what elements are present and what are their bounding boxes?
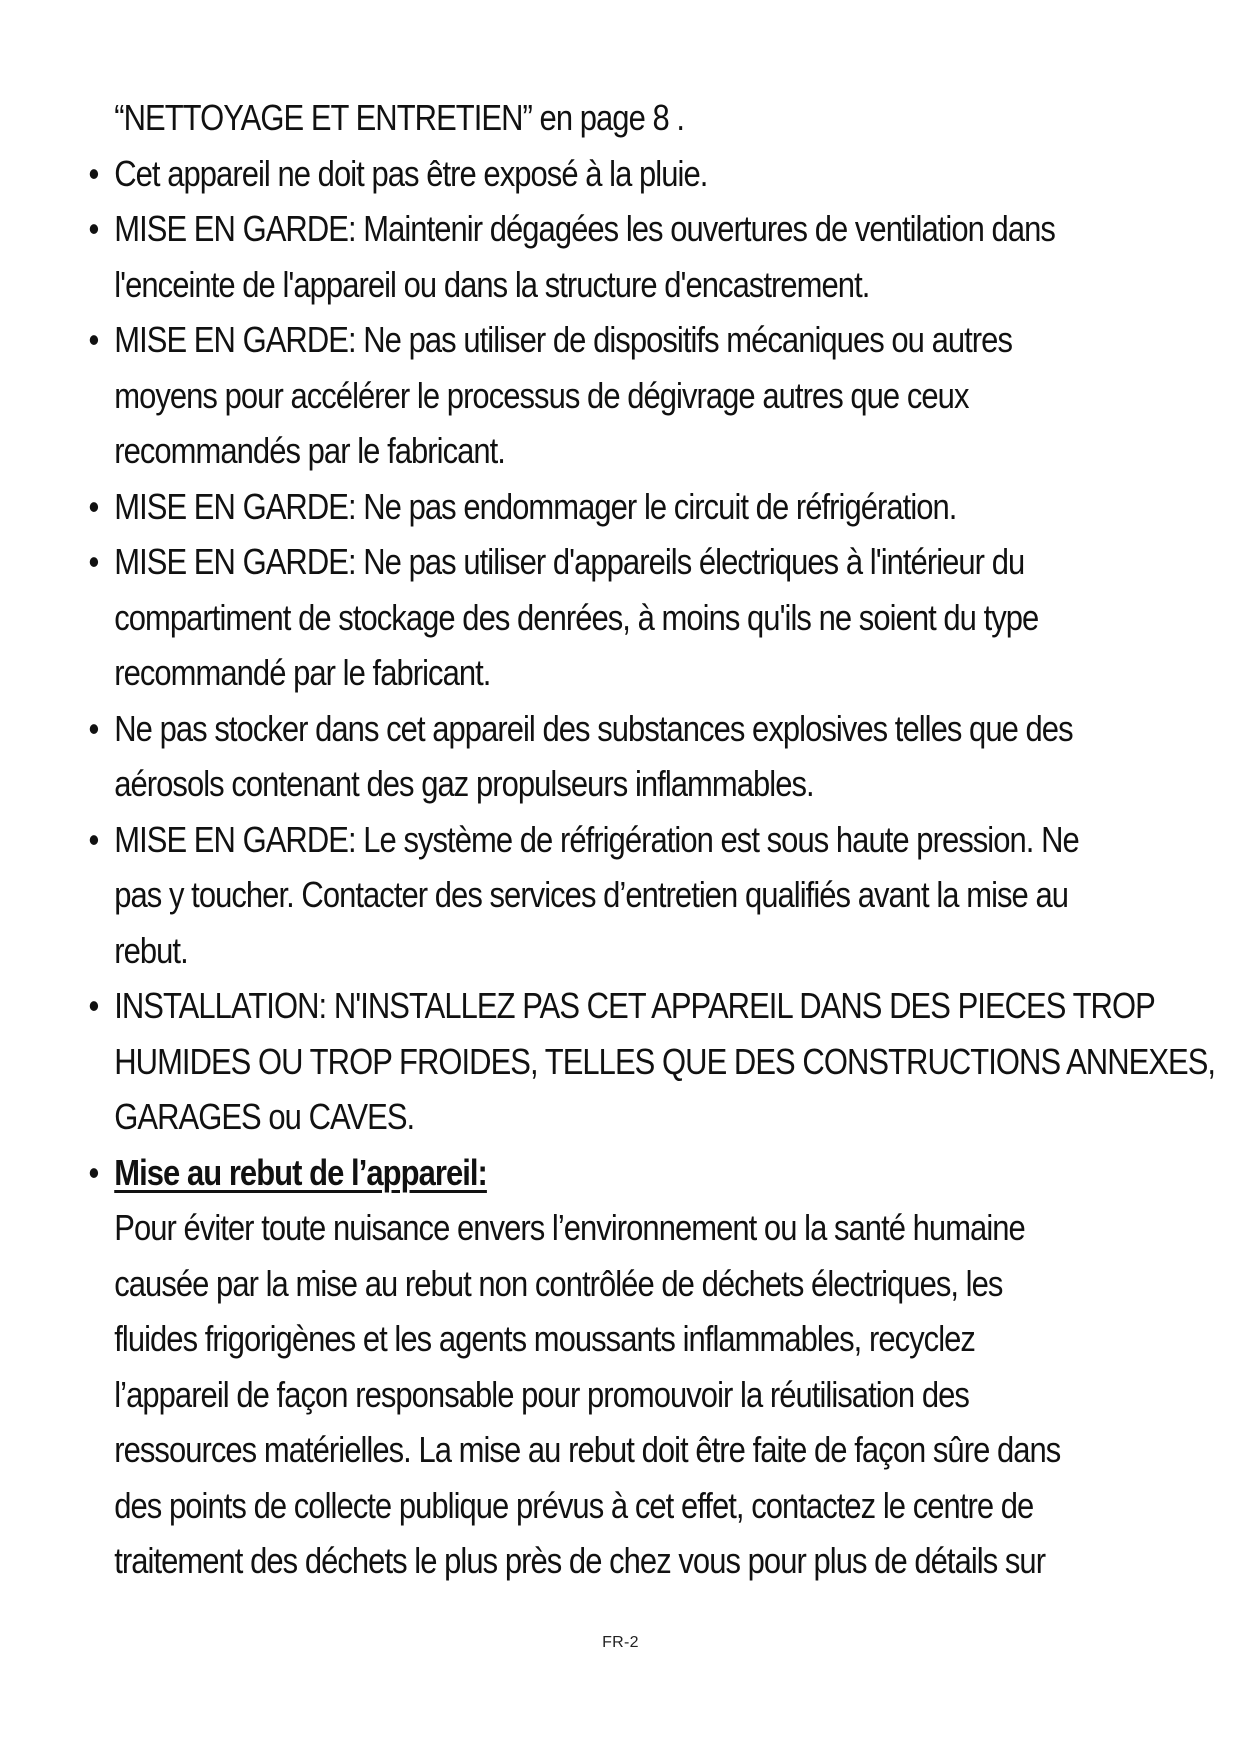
text-line [85,1089,1014,1145]
page-number: FR-2 [602,1634,639,1651]
text-line [85,257,1014,313]
line-text: l’appareil de façon responsable pour promouvoir la réutilisation des [114,1373,969,1415]
text-line [85,1256,1014,1312]
bullet-icon: • [88,541,99,582]
line-text: compartiment de stockage des denrées, à moins qu'ils ne soient du type [114,596,1039,638]
text-line [85,1478,1034,1534]
text-line [85,756,1014,812]
text-line [85,1422,1061,1478]
line-text: MISE EN GARDE: Le système de réfrigération est sous haute pression. Ne [114,818,1079,860]
bullet-item [85,701,1073,757]
text-line [85,1200,1025,1256]
text-line [85,423,1014,479]
line-text: fluides frigorigènes et les agents moussants inflammables, recyclez [114,1318,975,1359]
line-text: recommandé par le fabricant. [114,652,491,693]
line-text: recommandés par le fabricant. [114,430,505,471]
line-text: MISE EN GARDE: Ne pas utiliser de dispositifs mécaniques ou autres [114,319,1012,360]
line-text: traitement des déchets le plus près de chez vous pour plus de détails sur [114,1540,1046,1581]
text-line [85,90,1014,146]
bullet-item [85,479,1014,535]
bullet-icon: • [88,208,99,249]
bullet-icon: • [88,707,99,749]
bullet-icon: • [88,485,99,527]
line-text: HUMIDES OU TROP FROIDES, TELLES QUE DES CONSTRUCTIONS ANNEXES, [114,1040,1216,1082]
text-line [85,590,1039,646]
bullet-icon: • [88,1151,99,1193]
text-line [85,368,1014,424]
line-text: MISE EN GARDE: Maintenir dégagées les ouvertures de ventilation dans [114,208,1055,249]
bullet-item [85,146,1014,202]
line-text: MISE EN GARDE: Ne pas utiliser d'appareils électriques à l'intérieur du [114,541,1025,582]
text-line [85,1367,1014,1423]
bullet-item [85,312,1014,368]
line-text: Ne pas stocker dans cet appareil des substances explosives telles que des [114,707,1073,749]
line-text: Pour éviter toute nuisance envers l’environnement ou la santé humaine [114,1207,1025,1248]
text-line [85,867,1069,923]
line-text: aérosols contenant des gaz propulseurs inflammables. [114,763,814,804]
line-text: moyens pour accélérer le processus de dégivrage autres que ceux [114,374,969,416]
line-text: pas y toucher. Contacter des services d’entretien qualifiés avant la mise au [114,874,1069,915]
line-text: MISE EN GARDE: Ne pas endommager le circuit de réfrigération. [114,485,957,527]
bullet-item [85,978,1155,1034]
bullet-icon: • [88,985,99,1026]
text-line [85,1034,1216,1090]
line-text: rebut. [114,929,188,971]
line-text: Cet appareil ne doit pas être exposé à la pluie. [114,152,708,194]
text-line [85,1311,1014,1367]
disposal-heading: Mise au rebut de l’appareil: [114,1151,487,1193]
bullet-item [85,534,1025,590]
bullet-icon: • [88,319,99,360]
line-text: GARAGES ou CAVES. [114,1096,415,1137]
line-text: causée par la mise au rebut non contrôlée de déchets électriques, les [114,1262,1003,1304]
line-text: des points de collecte publique prévus à cet effet, contactez le centre de [114,1484,1034,1526]
section-heading-item [85,1145,1014,1201]
line-text: ressources matérielles. La mise au rebut doit être faite de façon sûre dans [114,1429,1061,1470]
text-line [85,645,1014,701]
bullet-icon: • [88,818,99,860]
bullet-item [85,812,1079,868]
line-text: INSTALLATION: N'INSTALLEZ PAS CET APPAREIL DANS DES PIECES TROP [114,985,1155,1026]
bullet-item [85,201,1055,257]
line-text: “NETTOYAGE ET ENTRETIEN” en page 8 . [114,97,685,138]
bullet-icon: • [88,152,99,194]
text-line [85,1533,1046,1589]
line-text: l'enceinte de l'appareil ou dans la structure d'encastrement. [114,263,870,305]
text-line [85,923,1014,979]
safety-instructions-list [85,90,1216,1589]
